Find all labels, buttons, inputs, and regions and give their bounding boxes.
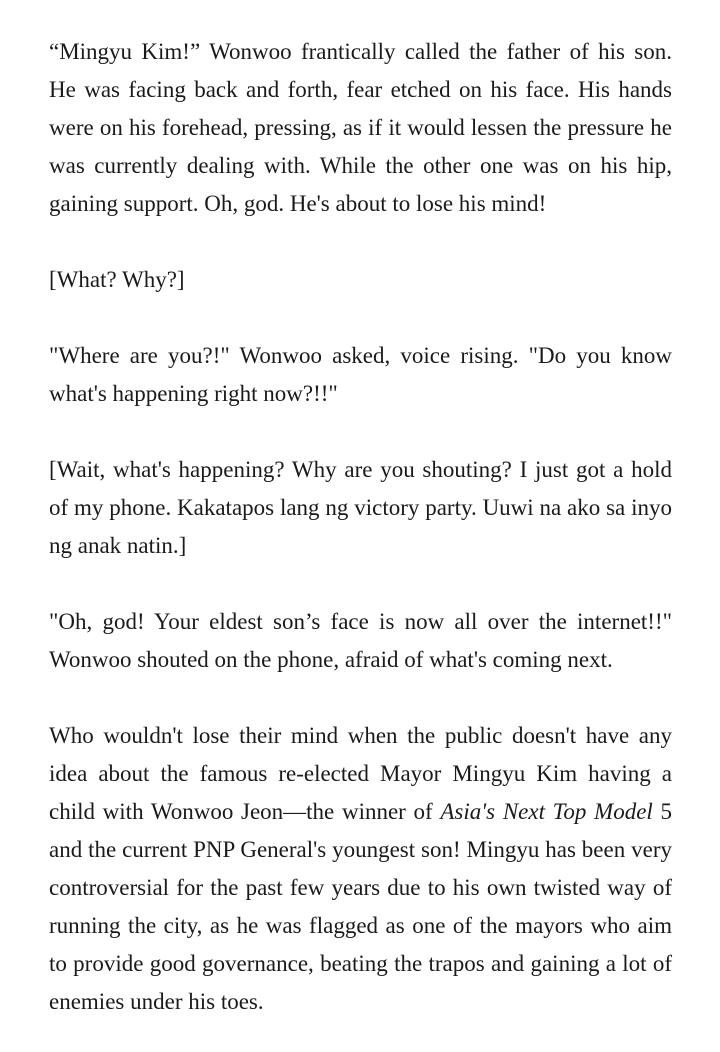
paragraph-wait-whats-happening: [Wait, what's happening? Why are you shouting? I just got a hold of my phone. Kakatapos lang ng victory party. Uuwi na ako sa inyo ng anak natin.]	[49, 457, 672, 558]
paragraph-what-why: [What? Why?]	[49, 267, 185, 292]
paragraph-where-are-you: "Where are you?!" Wonwoo asked, voice rising. "Do you know what's happening right now?!!"	[49, 343, 672, 406]
show-title: Asia's Next Top Model	[440, 799, 653, 824]
paragraph-mingyu-call: “Mingyu Kim!” Wonwoo frantically called the father of his son. He was facing back and forth, fear etched on his face. His hands were on his forehead, pressing, as if it would lessen the pressure he was currently dealing with. While the other one was on his hip, gaining support. Oh, god. He's about to lose his mind!	[49, 39, 672, 216]
paragraph-text-end: 5 and the current PNP General's youngest son! Mingyu has been very controversial for the past few years due to his own twisted way of running the city, as he was flagged as one of the mayors who aim to provide good governance, beating the trapos and gaining a lot of enemies under his toes.	[49, 799, 672, 1014]
paragraph-text-start: Who wouldn't lose their mind when the public doesn't have any idea about the famous re-elected Mayor Mingyu Kim having a child with Wonwoo Jeon—the winner of	[49, 723, 672, 824]
paragraph-eldest-son: "Oh, god! Your eldest son’s face is now all over the internet!!" Wonwoo shouted on the phone, afraid of what's coming next.	[49, 609, 672, 672]
story-text	[49, 33, 672, 1021]
paragraph-public-controversy	[49, 717, 672, 1021]
